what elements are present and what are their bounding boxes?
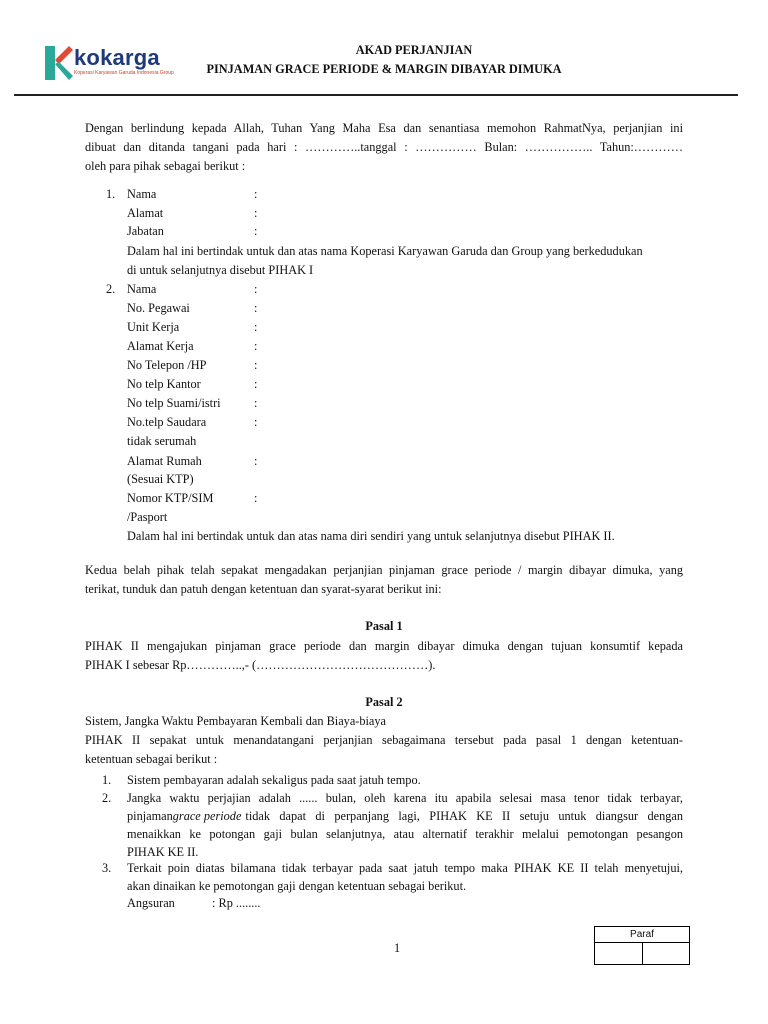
pasal-2-item-number: 2. bbox=[102, 791, 112, 805]
kokarga-logo-mark bbox=[45, 46, 73, 80]
party2-number: 2. bbox=[106, 282, 116, 296]
document-subtitle: PINJAMAN GRACE PERIODE & MARGIN DIBAYAR DIMUKA bbox=[206, 62, 562, 76]
party2-colon: : bbox=[254, 491, 258, 505]
pasal-2-item-number: 3. bbox=[102, 861, 112, 875]
pasal-2-item-2-suffix: tidak dapat di perpanjang lagi, PIHAK KE II setuju untuk diangsur dengan bbox=[245, 809, 683, 823]
logo-tagline: Koperasi Karyawan Garuda Indonesia Group bbox=[74, 70, 174, 76]
party2-field: No telp Kantor bbox=[127, 377, 201, 391]
party1-field-jabatan: Jabatan bbox=[127, 224, 164, 238]
angsuran-value: : Rp ........ bbox=[212, 896, 261, 910]
pasal-2-subtitle: Sistem, Jangka Waktu Pembayaran Kembali dan Biaya-biaya bbox=[85, 714, 386, 728]
party1-colon: : bbox=[254, 187, 258, 201]
grace-periode-emphasis: grace periode bbox=[172, 809, 242, 823]
page-number: 1 bbox=[394, 941, 401, 955]
pasal-2-item-2-prefix: pinjaman bbox=[127, 809, 173, 823]
pasal-1-line-2: PIHAK I sebesar Rp…………..,- (……………………………………). bbox=[85, 658, 436, 672]
pasal-1-heading: Pasal 1 bbox=[365, 619, 403, 633]
party2-field: No. Pegawai bbox=[127, 301, 190, 315]
party2-colon: : bbox=[254, 377, 258, 391]
party2-field: Alamat Rumah bbox=[127, 454, 202, 468]
party1-field-nama: Nama bbox=[127, 187, 157, 201]
intro-line-3: oleh para pihak sebagai berikut : bbox=[85, 159, 246, 173]
party1-colon: : bbox=[254, 224, 258, 238]
party2-field: Unit Kerja bbox=[127, 320, 180, 334]
pasal-2-item-2-line-2 bbox=[127, 807, 683, 825]
party2-field: Nomor KTP/SIM bbox=[127, 491, 214, 505]
pasal-2-item-number: 1. bbox=[102, 773, 112, 787]
party1-number: 1. bbox=[106, 187, 116, 201]
header-divider bbox=[14, 94, 738, 96]
party2-colon: : bbox=[254, 396, 258, 410]
party2-colon: : bbox=[254, 320, 258, 334]
pasal-2-heading: Pasal 2 bbox=[365, 695, 403, 709]
party1-description-2: di untuk selanjutnya disebut PIHAK I bbox=[127, 263, 314, 277]
pasal-1-line-1: PIHAK II mengajukan pinjaman grace periode dan margin dibayar dimuka dengan tujuan konsumtif kepada bbox=[85, 639, 683, 653]
pasal-2-item-1-text: Sistem pembayaran adalah sekaligus pada saat jatuh tempo. bbox=[127, 773, 421, 787]
paraf-label: Paraf bbox=[595, 927, 689, 943]
pasal-2-item-3-line-1: Terkait poin diatas bilamana tidak terbayar pada saat jatuh tempo maka PIHAK KE II telah menyetujui, bbox=[127, 861, 683, 875]
pasal-2-line-2: ketentuan sebagai berikut : bbox=[85, 752, 218, 766]
party2-field: /Pasport bbox=[127, 510, 168, 524]
pasal-2-item-2-line-1: Jangka waktu perjajian adalah ...... bulan, oleh karena itu apabila selesai masa tenor tidak terbayar, bbox=[127, 791, 683, 805]
party2-colon: : bbox=[254, 339, 258, 353]
party2-colon: : bbox=[254, 282, 258, 296]
pasal-2-item-3-line-2: akan dinaikan ke pemotongan gaji dengan ketentuan sebagai berikut. bbox=[127, 879, 467, 893]
agreement-line-1: Kedua belah pihak telah sepakat mengadakan perjanjian pinjaman grace periode / margin dibayar dimuka, yang bbox=[85, 563, 683, 577]
pasal-2-item-2-line-3: menaikkan ke potongan gaji bulan selanjutnya, atau alternatif terakhir melalui pemotongan pesangon bbox=[127, 827, 683, 841]
party2-field: Alamat Kerja bbox=[127, 339, 194, 353]
party1-colon: : bbox=[254, 206, 258, 220]
pasal-2-item-2-line-4: PIHAK KE II. bbox=[127, 845, 199, 859]
pasal-2-line-1: PIHAK II sepakat untuk menandatangani perjanjian sebagaimana tersebut pada pasal 1 dengan ketentuan- bbox=[85, 733, 683, 747]
party2-colon: : bbox=[254, 301, 258, 315]
party2-field: (Sesuai KTP) bbox=[127, 472, 194, 486]
party2-field: No Telepon /HP bbox=[127, 358, 207, 372]
party2-colon: : bbox=[254, 415, 258, 429]
paraf-box bbox=[594, 926, 690, 965]
party2-field: No telp Suami/istri bbox=[127, 396, 221, 410]
logo-wordmark: kokarga bbox=[74, 45, 160, 70]
party2-field: tidak serumah bbox=[127, 434, 197, 448]
party1-field-alamat: Alamat bbox=[127, 206, 164, 220]
agreement-line-2: terikat, tunduk dan patuh dengan ketentuan dan syarat-syarat berikut ini: bbox=[85, 582, 442, 596]
paraf-divider bbox=[642, 942, 643, 964]
angsuran-label: Angsuran bbox=[127, 896, 175, 910]
intro-line-2: dibuat dan ditanda tangani pada hari : …………..tanggal : …………… Bulan: …………….. Tahun:………… bbox=[85, 140, 683, 154]
party1-description-1: Dalam hal ini bertindak untuk dan atas nama Koperasi Karyawan Garuda dan Group yang berkedudukan bbox=[127, 244, 643, 258]
party2-colon: : bbox=[254, 454, 258, 468]
party2-field: Nama bbox=[127, 282, 157, 296]
document-title: AKAD PERJANJIAN bbox=[355, 43, 473, 57]
party2-description: Dalam hal ini bertindak untuk dan atas nama diri sendiri yang untuk selanjutnya disebut PIHAK II. bbox=[127, 529, 615, 543]
intro-line-1: Dengan berlindung kepada Allah, Tuhan Yang Maha Esa dan senantiasa memohon RahmatNya, perjanjian ini bbox=[85, 121, 683, 135]
party2-field: No.telp Saudara bbox=[127, 415, 207, 429]
party2-colon: : bbox=[254, 358, 258, 372]
